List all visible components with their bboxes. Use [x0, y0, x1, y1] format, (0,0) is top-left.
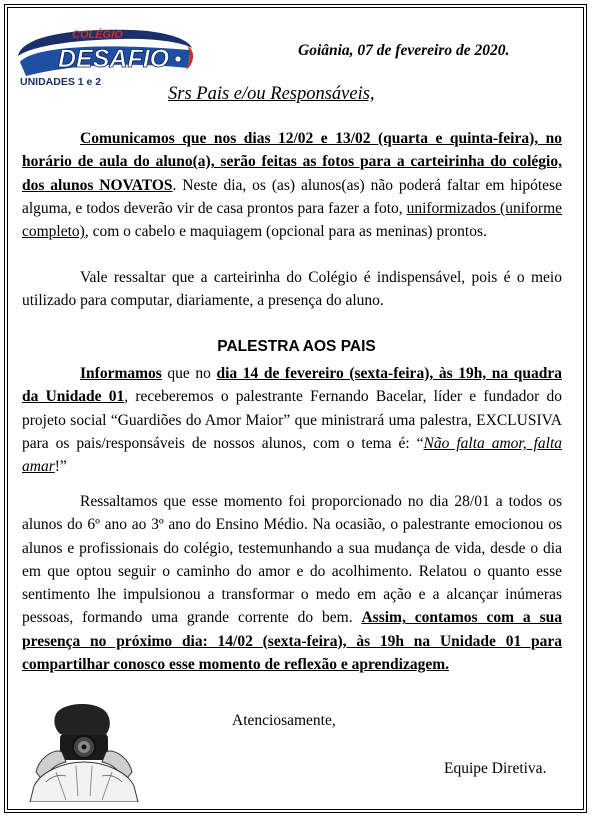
photo-notice-text-a: . Neste dia, os (as) alunos(as) não poderá faltar em hipótese alguma, e todos deverão vir de casa prontos para fazer a foto,: [22, 176, 562, 217]
logo-top-text: COLÉGIO: [72, 29, 123, 41]
closing-salutation: Atenciosamente,: [232, 712, 336, 729]
lecture-bold-b: dia 14 de fevereiro (sexta-feira), às 19h, na quadra da Unidade 01: [22, 365, 562, 406]
logo-sub-text: UNIDADES 1 e 2: [20, 76, 102, 88]
greeting: Srs Pais e/ou Responsáveis,: [168, 84, 375, 104]
school-logo: [12, 22, 198, 88]
paragraph-recap: [22, 490, 562, 676]
letter-date: Goiânia, 07 de fevereiro de 2020.: [298, 42, 510, 59]
recap-bold: Assim, contamos com a sua presença no próximo dia: 14/02 (sexta-feira), às 19h na Unidade 01 para compartilhar conosco esse momento de reflexão e aprendizagem.: [22, 609, 562, 674]
signature: Equipe Diretiva.: [444, 760, 547, 777]
logo-main-text: DESAFIO: [58, 45, 170, 73]
lecture-text-a: que no: [161, 365, 217, 382]
recap-text: Ressaltamos que esse momento foi proporcionado no dia 28/01 a todos os alunos do 6º ano ao 3º ano do Ensino Médio. Na ocasião, o palestrante emocionou os alunos e profissionais do colégio, testemunhando a sua mudança de vida, desde o dia em que optou seguir o caminho do amor e do acolhimento. Relatou o quanto esse sentimento lhe impulsionou a transformar o medo em ação e a alcançar inúmeras pessoas, formando uma grande corrente do bem.: [22, 493, 562, 627]
lecture-bold-a: Informamos: [80, 365, 162, 382]
paragraph-lecture: [22, 362, 562, 478]
paragraph-photo-notice: [22, 127, 562, 243]
photo-notice-uniform: uniformizados (uniforme completo): [22, 199, 563, 241]
photographer-sketch-icon: [26, 700, 142, 802]
lecture-theme-quote: Não falta amor, falta amar: [22, 434, 563, 476]
photo-notice-text-b: , com o cabelo e maquiagem (opcional para as meninas) prontos.: [84, 223, 487, 241]
paragraph-id-card: Vale ressaltar que a carteirinha do Colégio é indispensável, pois é o meio utilizado para computar, diariamente, a presença do aluno.: [22, 269, 562, 310]
section-title: PALESTRA AOS PAIS: [217, 338, 376, 355]
lecture-text-b: , receberemos o palestrante Fernando Bacelar, líder e fundador do projeto social “Guardiões do Amor Maior” que ministrará uma palestra, EXCLUSIVA para os pais/responsáveis de nossos alunos, com o tema é: “: [22, 388, 562, 452]
photo-notice-bold: Comunicamos que nos dias 12/02 e 13/02 (quarta e quinta-feira), no horário de aula do aluno(a), serão feitas as fotos para a carteirinha do colégio, dos alunos NOVATOS: [22, 130, 562, 194]
lecture-text-c: !”: [54, 458, 67, 476]
